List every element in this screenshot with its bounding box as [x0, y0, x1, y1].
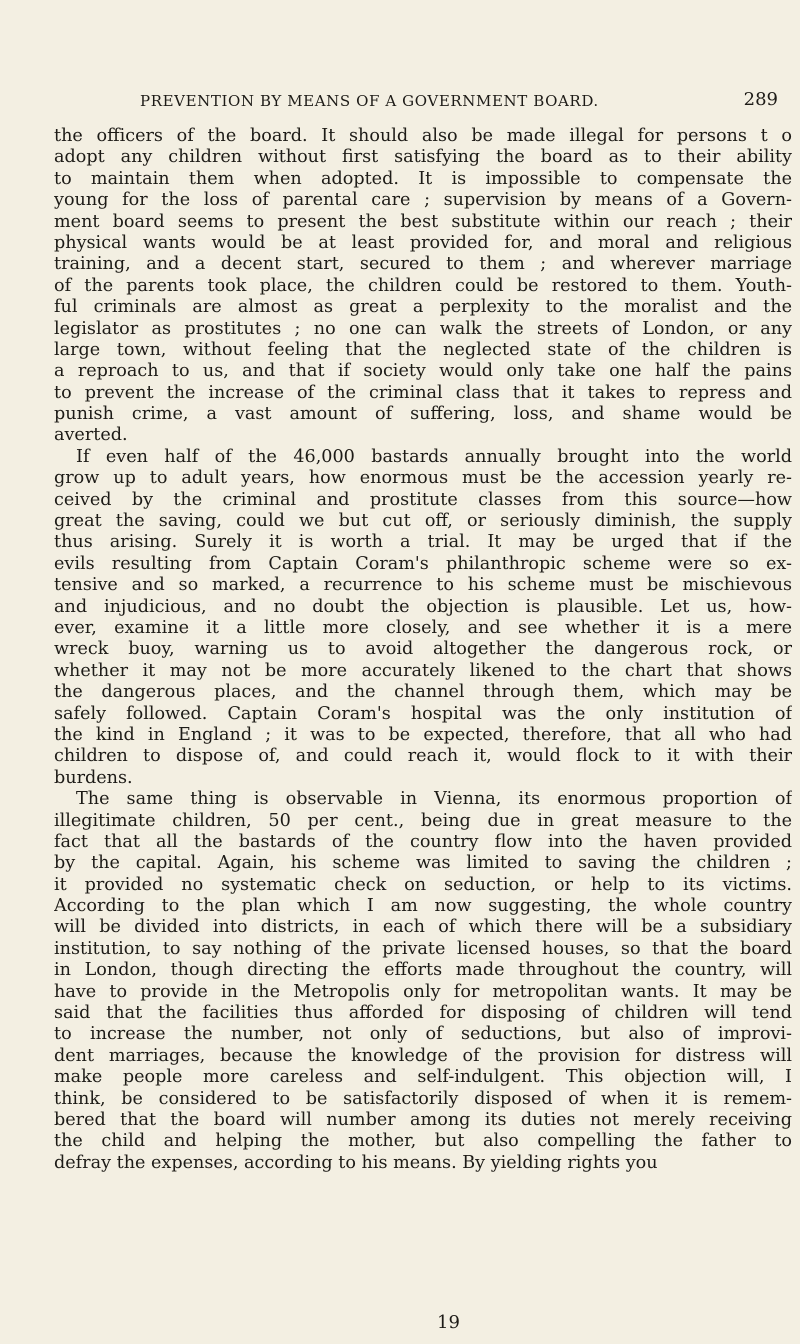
text-line: will be divided into districts, in each of which there will be a subsidiary	[54, 917, 792, 938]
text-line: illegitimate children, 50 per cent., being due in great measure to the	[54, 810, 792, 831]
text-line: young for the loss of parental care ; supervision by means of a Govern-	[54, 190, 792, 211]
text-line: ful criminals are almost as great a perplexity to the moralist and the	[54, 297, 792, 318]
page-number: 289	[743, 89, 778, 110]
text-line: of the parents took place, the children could be restored to them. Youth-	[54, 275, 792, 296]
text-line: the child and helping the mother, but also compelling the father to	[54, 1131, 792, 1152]
text-line: If even half of the 46,000 bastards annually brought into the world	[76, 446, 792, 467]
signature-mark: 19	[437, 1312, 460, 1333]
text-line: the dangerous places, and the channel through them, which may be	[54, 682, 792, 703]
text-line: great the saving, could we but cut off, or seriously diminish, the supply	[54, 511, 792, 532]
text-line: evils resulting from Captain Coram's philanthropic scheme were so ex-	[54, 553, 792, 574]
text-line: and injudicious, and no doubt the objection is plausible. Let us, how-	[54, 596, 792, 617]
text-line: have to provide in the Metropolis only for metropolitan wants. It may be	[54, 981, 792, 1002]
text-line: According to the plan which I am now suggesting, the whole country	[54, 896, 792, 917]
text-line: in London, though directing the efforts made throughout the country, will	[54, 960, 792, 981]
text-line: defray the expenses, according to his means. By yielding rights you	[54, 1152, 658, 1173]
text-line: adopt any children without first satisfying the board as to their ability	[54, 147, 792, 168]
text-line: by the capital. Again, his scheme was limited to saving the children ;	[54, 853, 792, 874]
text-line: make people more careless and self-indulgent. This objection will, I	[54, 1067, 792, 1088]
text-line: it provided no systematic check on seduction, or help to its victims.	[54, 874, 792, 895]
text-line: said that the facilities thus afforded for disposing of children will tend	[54, 1003, 792, 1024]
text-line: a reproach to us, and that if society would only take one half the pains	[54, 361, 792, 382]
text-line: think, be considered to be satisfactorily disposed of when it is remem-	[54, 1088, 792, 1109]
text-line: safely followed. Captain Coram's hospital was the only institution of	[54, 703, 792, 724]
text-line: grow up to adult years, how enormous must be the accession yearly re-	[54, 468, 792, 489]
body-text	[54, 126, 792, 1174]
text-line: the officers of the board. It should also be made illegal for persons t o	[54, 126, 792, 146]
text-line: The same thing is observable in Vienna, its enormous proportion of	[76, 789, 792, 810]
text-line: thus arising. Surely it is worth a trial. It may be urged that if the	[54, 532, 792, 553]
text-line: to prevent the increase of the criminal class that it takes to repress and	[54, 382, 792, 403]
text-line: punish crime, a vast amount of suffering, loss, and shame would be	[54, 404, 792, 425]
text-line: the kind in England ; it was to be expected, therefore, that all who had	[54, 724, 792, 745]
text-line: children to dispose of, and could reach it, would flock to it with their	[54, 746, 792, 767]
text-line: ever, examine it a little more closely, and see whether it is a mere	[54, 617, 792, 638]
text-line: legislator as prostitutes ; no one can walk the streets of London, or any	[54, 318, 792, 339]
text-line: ceived by the criminal and prostitute classes from this source—how	[54, 489, 792, 510]
text-line: to increase the number, not only of seductions, but also of improvi-	[54, 1024, 792, 1045]
text-line: bered that the board will number among its duties not merely receiving	[54, 1109, 792, 1130]
text-line: whether it may not be more accurately likened to the chart that shows	[54, 660, 792, 681]
text-line: institution, to say nothing of the private licensed houses, so that the board	[54, 938, 792, 959]
text-line: ment board seems to present the best substitute within our reach ; their	[54, 211, 792, 232]
text-line: tensive and so marked, a recurrence to his scheme must be mischievous	[54, 575, 792, 596]
text-line: averted.	[54, 425, 128, 446]
text-line: large town, without feeling that the neglected state of the children is	[54, 339, 792, 360]
running-title: PREVENTION BY MEANS OF A GOVERNMENT BOARD.	[140, 92, 599, 110]
text-line: wreck buoy, warning us to avoid altogether the dangerous rock, or	[54, 639, 792, 660]
text-line: physical wants would be at least provided for, and moral and religious	[54, 232, 792, 253]
text-line: fact that all the bastards of the country flow into the haven provided	[54, 831, 792, 852]
text-line: training, and a decent start, secured to them ; and wherever marriage	[54, 254, 792, 275]
text-line: to maintain them when adopted. It is impossible to compensate the	[54, 168, 792, 189]
text-line: dent marriages, because the knowledge of the provision for distress will	[54, 1045, 792, 1066]
text-line: burdens.	[54, 767, 133, 788]
